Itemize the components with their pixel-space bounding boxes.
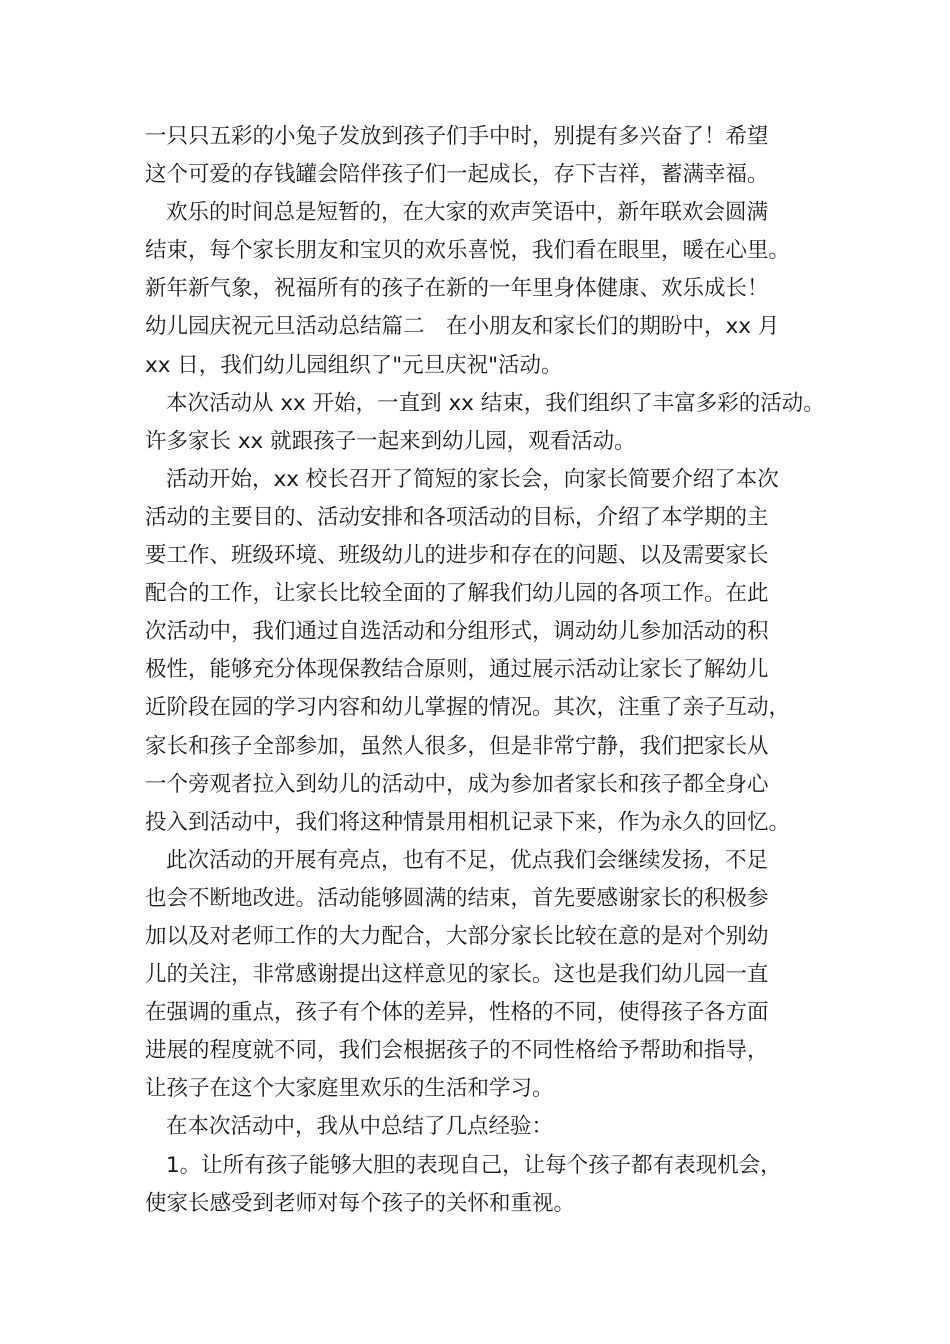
text-line: 家长和孩子全部参加，虽然人很多，但是非常宁静，我们把家长从 [145, 733, 769, 759]
text-line: 这个可爱的存钱罐会陪伴孩子们一起成长，存下吉祥，蓄满幸福。 [145, 162, 769, 188]
text-line: 也会不断地改进。活动能够圆满的结束，首先要感谢家长的积极参 [145, 885, 769, 911]
text-line: 加以及对老师工作的大力配合，大部分家长比较在意的是对个别幼 [145, 923, 769, 949]
text-line: 活动的主要目的、活动安排和各项活动的目标，介绍了本学期的主 [145, 504, 769, 530]
document-body [145, 118, 835, 1223]
text-line: 次活动中，我们通过自选活动和分组形式，调动幼儿参加活动的积 [145, 619, 769, 645]
text-line: 在强调的重点，孩子有个体的差异，性格的不同，使得孩子各方面 [145, 1000, 769, 1026]
text-line: 一个旁观者拉入到幼儿的活动中，成为参加者家长和孩子都全身心 [145, 771, 769, 797]
text-line: 让孩子在这个大家庭里欢乐的生活和学习。 [145, 1076, 554, 1102]
text-line: 近阶段在园的学习内容和幼儿掌握的情况。其次，注重了亲子互动， [145, 695, 791, 721]
text-line: 进展的程度就不同，我们会根据孩子的不同性格给予帮助和指导， [145, 1038, 769, 1064]
paragraph-start-line: 活动开始，xx 校长召开了简短的家长会，向家长简要介绍了本次 [166, 466, 779, 492]
paragraph-start-line: 在本次活动中，我从中总结了几点经验： [166, 1114, 554, 1140]
section-heading-line: 幼儿园庆祝元旦活动总结篇二 在小朋友和家长们的期盼中，xx 月 [145, 314, 780, 340]
text-line: 要工作、班级环境、班级幼儿的进步和存在的问题、以及需要家长 [145, 543, 769, 569]
text-line: 投入到活动中，我们将这种情景用相机记录下来，作为永久的回忆。 [145, 809, 791, 835]
paragraph-start-line: 本次活动从 xx 开始，一直到 xx 结束，我们组织了丰富多彩的活动。 [166, 390, 825, 416]
text-line: 使家长感受到老师对每个孩子的关怀和重视。 [145, 1190, 576, 1216]
text-line: xx 日，我们幼儿园组织了"元旦庆祝"活动。 [145, 352, 563, 378]
text-line: 许多家长 xx 就跟孩子一起来到幼儿园，观看活动。 [145, 428, 636, 454]
text-line: 儿的关注，非常感谢提出这样意见的家长。这也是我们幼儿园一直 [145, 962, 769, 988]
text-line: 一只只五彩的小兔子发放到孩子们手中时，别提有多兴奋了！希望 [145, 124, 769, 149]
paragraph-start-line: 欢乐的时间总是短暂的，在大家的欢声笑语中，新年联欢会圆满 [166, 200, 769, 226]
text-line: 极性，能够充分体现保教结合原则，通过展示活动让家长了解幼儿 [145, 657, 769, 683]
text-line: 新年新气象，祝福所有的孩子在新的一年里身体健康、欢乐成长！ [145, 276, 769, 302]
text-line: 配合的工作，让家长比较全面的了解我们幼儿园的各项工作。在此 [145, 581, 769, 607]
text-line: 结束，每个家长朋友和宝贝的欢乐喜悦，我们看在眼里，暖在心里。 [145, 238, 791, 264]
paragraph-start-line: 此次活动的开展有亮点，也有不足，优点我们会继续发扬，不足 [166, 847, 769, 873]
list-item-line: 1。让所有孩子能够大胆的表现自己，让每个孩子都有表现机会， [166, 1152, 782, 1178]
